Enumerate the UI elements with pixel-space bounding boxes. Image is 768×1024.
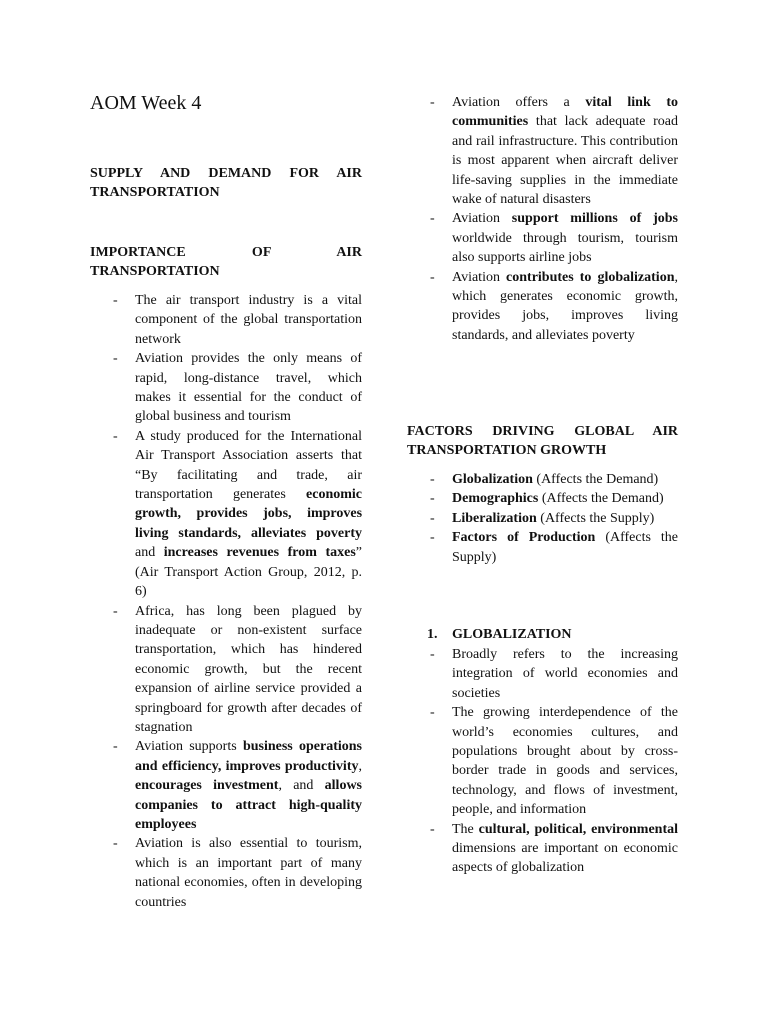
list-item: - The growing interdependence of the world’s economies cultures, and populations brought about by cross-border trade in goods and services, technology, and flows of investment, people, and information — [407, 703, 678, 819]
list-item: - A study produced for the International Air Transport Association asserts that “By facilitating and trade, air transportation generates economic growth, provides jobs, improves living standards, alleviates poverty and increases revenues from taxes” (Air Transport Action Group, 2012, p. 6) — [90, 427, 362, 602]
list-item: - Aviation offers a vital link to communities that lack adequate road and rail infrastructure. This contribution is most apparent when aircraft deliver life-saving supplies in the immediate wake of natural disasters — [407, 93, 678, 209]
list-item: - Globalization (Affects the Demand) — [407, 470, 678, 489]
list-item: - Broadly refers to the increasing integration of world economies and societies — [407, 645, 678, 703]
factors-list — [407, 470, 678, 567]
section-heading-globalization: 1. GLOBALIZATION — [427, 627, 572, 642]
list-item: - Aviation is also essential to tourism, which is an important part of many national economies, often in developing countries — [90, 834, 362, 912]
list-item: - Aviation provides the only means of rapid, long-distance travel, which makes it essential for the conduct of global business and tourism — [90, 349, 362, 427]
heading-factors: FACTORS DRIVING GLOBAL AIR TRANSPORTATION GROWTH — [407, 424, 678, 459]
list-item: - Aviation support millions of jobs worldwide through tourism, tourism also supports airline jobs — [407, 209, 678, 267]
heading-importance — [90, 243, 362, 282]
globalization-list — [407, 645, 678, 878]
list-item: - Aviation contributes to globalization, which generates economic growth, provides jobs, improves living standards, and alleviates poverty — [407, 268, 678, 346]
aviation-benefits-list — [407, 93, 678, 345]
list-item: - Liberalization (Affects the Supply) — [407, 509, 678, 528]
list-item: - Demographics (Affects the Demand) — [407, 489, 678, 508]
heading-supply-demand: SUPPLY AND DEMAND FOR AIR TRANSPORTATION — [90, 166, 362, 201]
list-item: - The cultural, political, environmental dimensions are important on economic aspects of globalization — [407, 820, 678, 878]
list-item: - Africa, has long been plagued by inadequate or non-existent surface transportation, which has hindered economic growth, but the recent expansion of airline service provided a springboard for growth after decades of stagnation — [90, 602, 362, 738]
importance-list — [90, 291, 362, 912]
heading-importance-line1: IMPORTANCE OF AIR — [90, 245, 362, 260]
document-title: AOM Week 4 — [90, 92, 202, 114]
section-list — [407, 625, 678, 644]
list-item: - Aviation supports business operations and efficiency, improves productivity, encourages investment, and allows companies to attract high-quality employees — [90, 737, 362, 834]
heading-importance-line2: TRANSPORTATION — [90, 264, 220, 280]
list-item: - The air transport industry is a vital component of the global transportation network — [90, 291, 362, 349]
list-item: - Factors of Production (Affects the Supply) — [407, 528, 678, 567]
